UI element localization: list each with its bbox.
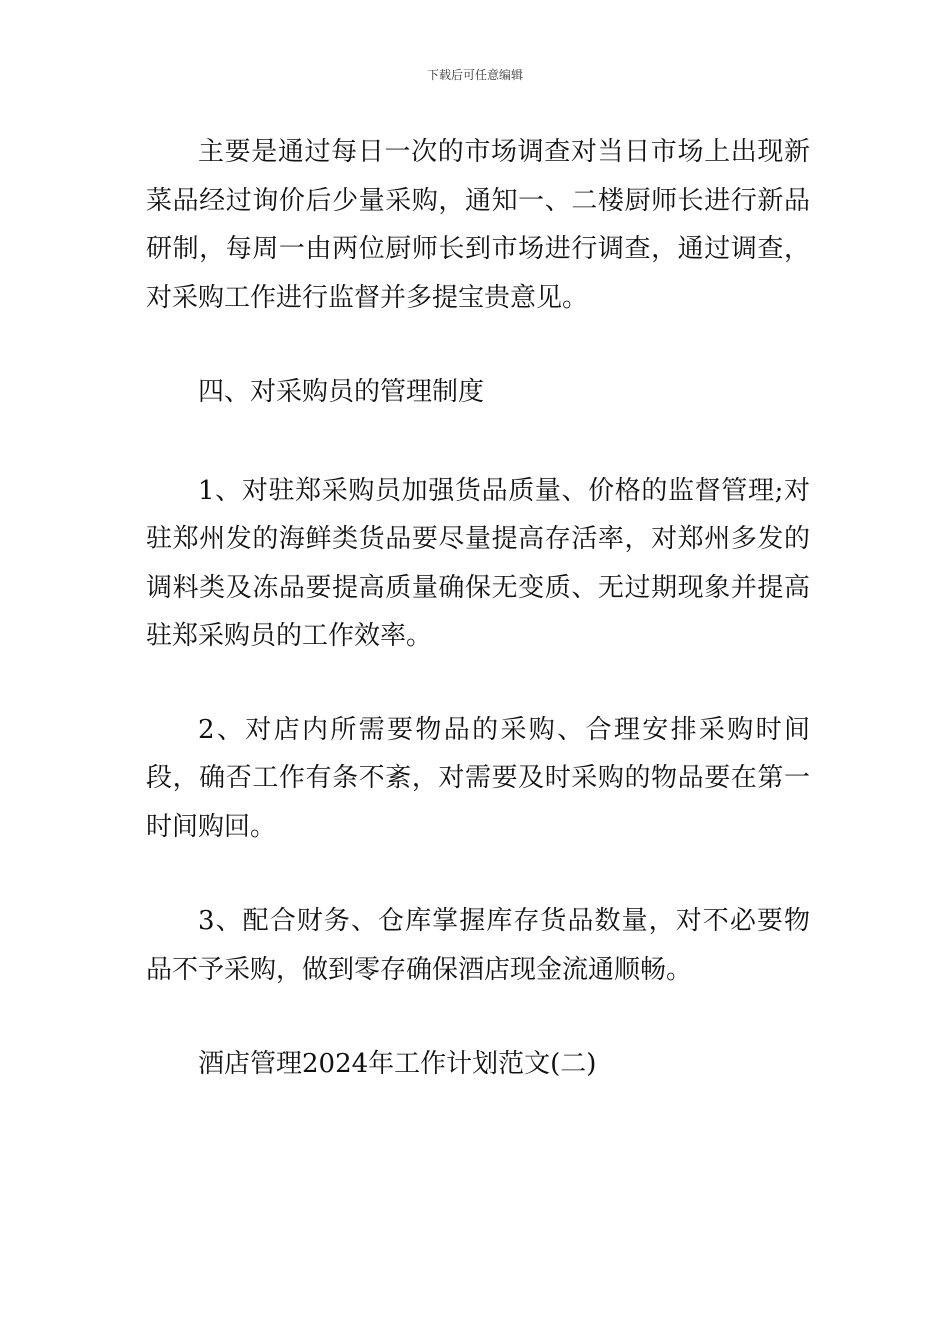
section-heading-work-plan-2: 酒店管理2024年工作计划范文(二) xyxy=(198,1049,597,1079)
paragraph-item-1: 1、对驻郑采购员加强货品质量、价格的监督管理;对驻郑州发的海鲜类货品要尽量提高存活率，对郑州多发的调料类及冻品要提高质量确保无变质、无过期现象并提高驻郑采购员的工作效率。 xyxy=(146,475,810,651)
section-heading-buyer-management: 四、对采购员的管理制度 xyxy=(198,377,485,407)
paragraph-item-2: 2、对店内所需要物品的采购、合理安排采购时间段，确否工作有条不紊，对需要及时采购的物品要在第一时间购回。 xyxy=(146,714,810,842)
paragraph-market-survey: 主要是通过每日一次的市场调查对当日市场上出现新菜品经过询价后少量采购，通知一、二楼厨师长进行新品研制，每周一由两位厨师长到市场进行调查，通过调查，对采购工作进行监督并多提宝贵意见。 xyxy=(146,137,810,313)
document-body xyxy=(146,128,810,1089)
page-header-note: 下载后可任意编辑 xyxy=(426,68,523,82)
paragraph-item-3: 3、配合财务、仓库掌握库存货品数量，对不必要物品不予采购，做到零存确保酒店现金流通顺畅。 xyxy=(146,906,810,985)
